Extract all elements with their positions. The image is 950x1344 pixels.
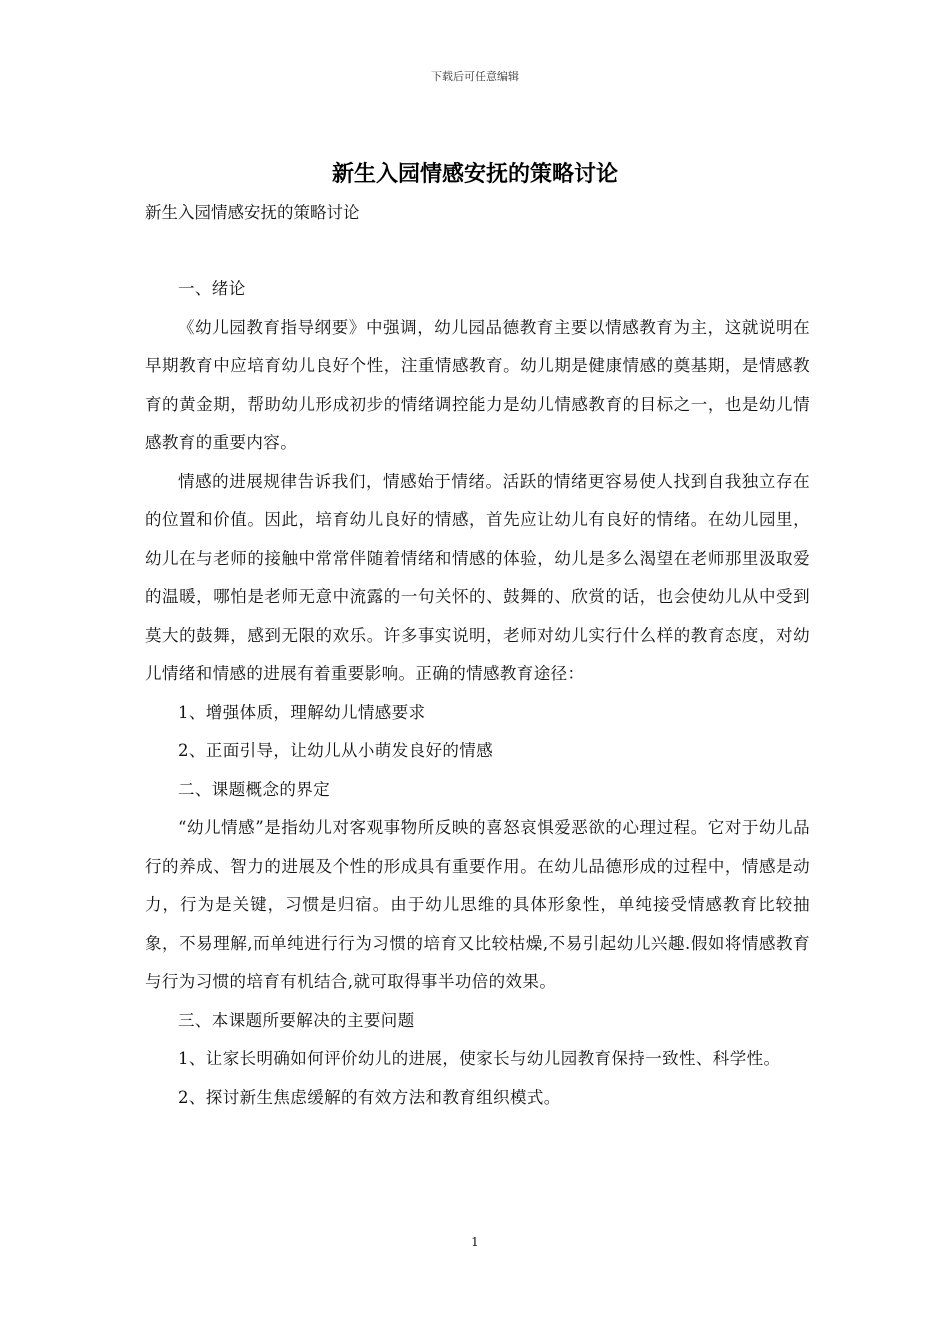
section-heading-problems: 三、本课题所要解决的主要问题 bbox=[178, 1010, 415, 1030]
body-paragraph: “幼儿情感”是指幼儿对客观事物所反映的喜怒哀惧爱恶欲的心理过程。它对于幼儿品行的养成、智力的进展及个性的形成具有重要作用。在幼儿品德形成的过程中，情感是动力，行为是关键，习惯是归宿。由于幼儿思维的具体形象性，单纯接受情感教育比较抽象，不易理解,而单纯进行行为习惯的培育又比较枯燥,不易引起幼儿兴趣.假如将情感教育与行为习惯的培育有机结合,就可取得事半功倍的效果。 bbox=[145, 818, 810, 991]
list-item: 1、增强体质，理解幼儿情感要求 bbox=[178, 702, 426, 722]
body-paragraph: 《幼儿园教育指导纲要》中强调，幼儿园品德教育主要以情感教育为主，这就说明在早期教育中应培育幼儿良好个性，注重情感教育。幼儿期是健康情感的奠基期，是情感教育的黄金期，帮助幼儿形成初步的情绪调控能力是幼儿情感教育的目标之一，也是幼儿情感教育的重要内容。 bbox=[145, 317, 810, 452]
page-number: 1 bbox=[471, 1235, 479, 1249]
document-body bbox=[145, 270, 810, 1117]
list-item: 2、正面引导，让幼儿从小萌发良好的情感 bbox=[178, 741, 494, 760]
list-item: 2、探讨新生焦虑缓解的有效方法和教育组织模式。 bbox=[178, 1087, 561, 1107]
header-note: 下载后可任意编辑 bbox=[431, 70, 519, 83]
section-heading-concept: 二、课题概念的界定 bbox=[178, 779, 331, 799]
section-heading-introduction: 一、绪论 bbox=[178, 279, 246, 298]
list-item: 1、让家长明确如何评价幼儿的进展，使家长与幼儿园教育保持一致性、科学性。 bbox=[178, 1049, 781, 1068]
document-subtitle: 新生入园情感安抚的策略讨论 bbox=[145, 203, 360, 222]
body-paragraph: 情感的进展规律告诉我们，情感始于情绪。活跃的情绪更容易使人找到自我独立存在的位置和价值。因此，培育幼儿良好的情感，首先应让幼儿有良好的情绪。在幼儿园里，幼儿在与老师的接触中常常伴随着情绪和情感的体验，幼儿是多么渴望在老师那里汲取爱的温暖，哪怕是老师无意中流露的一句关怀的、鼓舞的、欣赏的话，也会使幼儿从中受到莫大的鼓舞，感到无限的欢乐。许多事实说明，老师对幼儿实行什么样的教育态度，对幼儿情绪和情感的进展有着重要影响。正确的情感教育途径： bbox=[145, 471, 810, 683]
document-title: 新生入园情感安抚的策略讨论 bbox=[331, 161, 618, 187]
